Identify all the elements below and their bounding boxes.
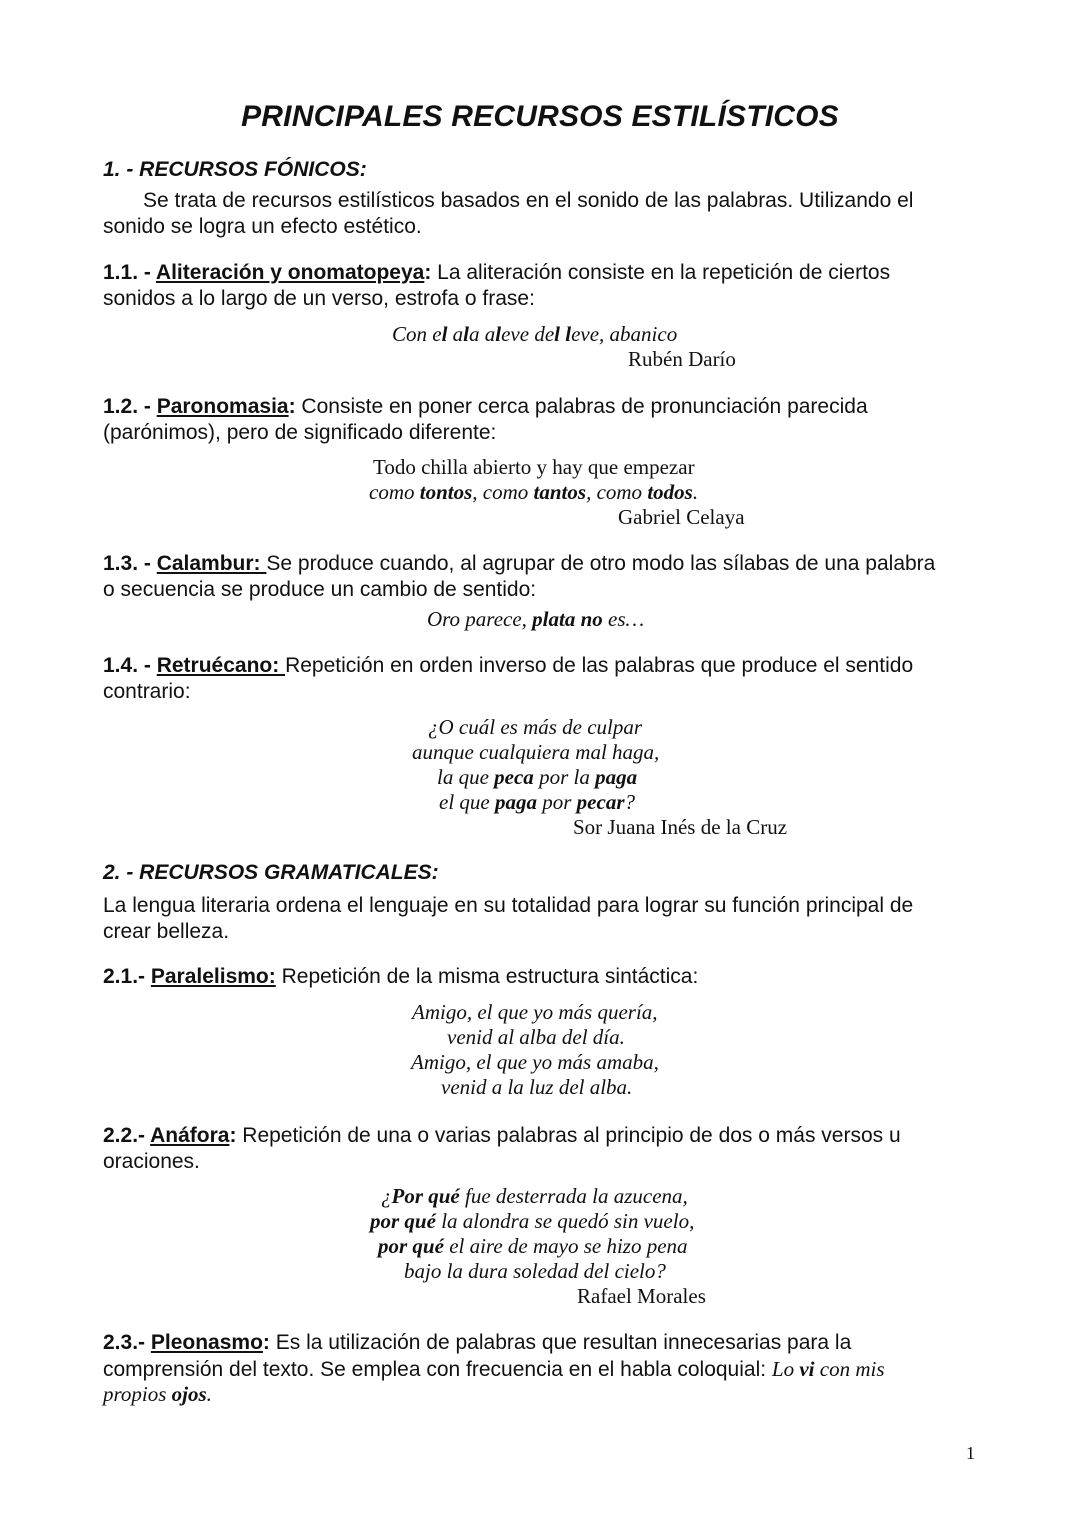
verse-author: Sor Juana Inés de la Cruz — [573, 815, 788, 839]
verse-emphasis: todos — [647, 480, 693, 504]
verse-emphasis: Por qué — [391, 1184, 460, 1208]
page-number: 1 — [966, 1443, 975, 1463]
item-pleonasmo — [103, 1330, 978, 1356]
verse-emphasis: tantos — [533, 480, 587, 504]
item-term: Aliteración y onomatopeya — [155, 261, 425, 284]
item-retruecano — [103, 653, 978, 679]
verse-emphasis: pecar — [576, 790, 625, 814]
verse-emphasis: l — [441, 322, 448, 346]
item-description: La aliteración consiste en la repetición de ciertos — [431, 261, 891, 284]
item-number: 1.1. - — [103, 261, 156, 284]
item-calambur — [103, 551, 978, 577]
intro-line: Se trata de recursos estilísticos basados en el sonido de las palabras. Utilizando el — [143, 189, 914, 212]
verse-author: Rubén Darío — [628, 347, 736, 371]
item-number: 2.2.- — [103, 1124, 151, 1147]
verse-emphasis: l — [463, 322, 470, 346]
example-part: propios — [103, 1382, 172, 1406]
item-description: Consiste en poner cerca palabras de pronunciación parecida — [295, 395, 868, 418]
verse-part: por la — [533, 765, 596, 789]
section-intro-gramaticales-line2: crear belleza. — [103, 920, 230, 943]
example-verse — [427, 607, 644, 632]
verse-part: la que — [437, 765, 495, 789]
inline-example — [772, 1357, 885, 1381]
verse-part: eve de — [501, 322, 555, 346]
item-number: 1.4. - — [103, 654, 157, 677]
verse-emphasis: l — [495, 322, 502, 346]
item-paralelismo — [103, 964, 978, 990]
verse-emphasis: paga — [494, 790, 537, 814]
example-verse: Amigo, el que yo más quería, — [412, 1000, 658, 1024]
verse-part: por — [536, 790, 577, 814]
item-calambur-line2: o secuencia se produce un cambio de sentido: — [103, 578, 537, 601]
example-part: . — [206, 1382, 212, 1406]
verse-part: la alondra se quedó sin vuelo, — [435, 1209, 695, 1233]
example-verse: venid a la luz del alba. — [441, 1075, 633, 1099]
verse-part: es… — [602, 607, 645, 631]
example-part: con mis — [814, 1357, 885, 1381]
example-verse — [381, 1184, 688, 1209]
verse-part: a — [447, 322, 464, 346]
example-verse: venid al alba del día. — [447, 1025, 625, 1049]
item-number: 1.2. - — [103, 395, 157, 418]
verse-emphasis: tontos — [419, 480, 473, 504]
example-verse — [392, 322, 677, 347]
example-emphasis: vi — [799, 1357, 815, 1381]
example-verse: Amigo, el que yo más amaba, — [411, 1050, 659, 1074]
verse-part: como — [369, 480, 420, 504]
example-verse: Todo chilla abierto y hay que empezar — [373, 455, 695, 479]
item-pleonasmo-line2 — [103, 1356, 978, 1383]
verse-emphasis: por qué — [370, 1209, 436, 1233]
example-verse — [439, 790, 635, 815]
verse-emphasis: peca — [494, 765, 534, 789]
verse-emphasis: paga — [595, 765, 638, 789]
item-colon: : — [424, 261, 432, 284]
item-colon: : — [288, 395, 296, 418]
verse-emphasis: por qué — [378, 1234, 444, 1258]
item-description: Repetición de la misma estructura sintáctica: — [275, 965, 699, 988]
item-paronomasia-line2: (parónimos), pero de significado diferente: — [103, 421, 497, 444]
item-term: Pleonasmo — [150, 1331, 263, 1354]
verse-part: a a — [469, 322, 496, 346]
item-description: Es la utilización de palabras que resultan innecesarias para la — [269, 1331, 852, 1354]
item-term: Retruécano: — [156, 654, 286, 677]
verse-part: . — [692, 480, 699, 504]
item-paronomasia — [103, 394, 978, 420]
section-intro-fonicos-line2: sonido se logra un efecto estético. — [103, 215, 422, 238]
page-title: PRINCIPALES RECURSOS ESTILÍSTICOS — [241, 100, 839, 133]
verse-emphasis: l — [554, 322, 560, 346]
verse-emphasis: l — [565, 322, 572, 346]
verse-part: Con e — [392, 322, 442, 346]
example-verse: aunque cualquiera mal haga, — [412, 740, 660, 764]
example-verse — [437, 765, 637, 790]
verse-part: el que — [439, 790, 495, 814]
item-anafora-line2: oraciones. — [103, 1150, 200, 1173]
verse-author: Gabriel Celaya — [618, 505, 745, 529]
item-description: Repetición de una o varias palabras al principio de dos o más versos u — [236, 1124, 901, 1147]
item-colon: : — [262, 1331, 270, 1354]
item-description: comprensión del texto. Se emplea con frecuencia en el habla coloquial: — [103, 1358, 772, 1381]
item-description: Se produce cuando, al agrupar de otro modo las sílabas de una palabra — [266, 552, 936, 575]
item-term: Calambur: — [156, 552, 267, 575]
section-heading-fonicos: 1. - RECURSOS FÓNICOS: — [103, 158, 367, 181]
verse-part: Oro parece, — [427, 607, 533, 631]
item-description: Repetición en orden inverso de las palabras que produce el sentido — [285, 654, 914, 677]
item-number: 2.3.- — [103, 1331, 151, 1354]
item-number: 1.3. - — [103, 552, 157, 575]
verse-part: el aire de mayo se hizo pena — [443, 1234, 688, 1258]
example-verse: bajo la dura soledad del cielo? — [404, 1259, 666, 1283]
example-part: Lo — [771, 1357, 800, 1381]
verse-part: fue desterrada la azucena, — [459, 1184, 688, 1208]
item-term: Paralelismo: — [150, 965, 276, 988]
example-verse: ¿O cuál es más de culpar — [428, 715, 643, 739]
example-emphasis: ojos — [171, 1382, 207, 1406]
section-intro-fonicos — [103, 188, 978, 214]
item-aliteracion-line2: sonidos a lo largo de un verso, estrofa o frase: — [103, 287, 535, 310]
item-retruecano-line2: contrario: — [103, 680, 191, 703]
item-aliteracion — [103, 260, 978, 286]
example-verse — [378, 1234, 688, 1259]
verse-part: , como — [586, 480, 648, 504]
example-verse — [370, 1209, 694, 1234]
inline-example-line2 — [103, 1381, 978, 1407]
verse-emphasis: plata no — [532, 607, 603, 631]
item-anafora — [103, 1123, 978, 1149]
section-heading-gramaticales: 2. - RECURSOS GRAMATICALES: — [103, 861, 439, 884]
example-verse — [369, 480, 698, 505]
item-term: Anáfora — [150, 1124, 230, 1147]
item-colon: : — [229, 1124, 237, 1147]
section-intro-gramaticales: La lengua literaria ordena el lenguaje en su totalidad para lograr su función principal de — [103, 894, 914, 917]
verse-author: Rafael Morales — [577, 1284, 706, 1308]
item-number: 2.1.- — [103, 965, 151, 988]
verse-part: , como — [472, 480, 534, 504]
verse-part: ¿ — [381, 1184, 392, 1208]
item-term: Paronomasia — [156, 395, 289, 418]
verse-part: ? — [624, 790, 635, 814]
verse-part: eve, abanico — [571, 322, 678, 346]
